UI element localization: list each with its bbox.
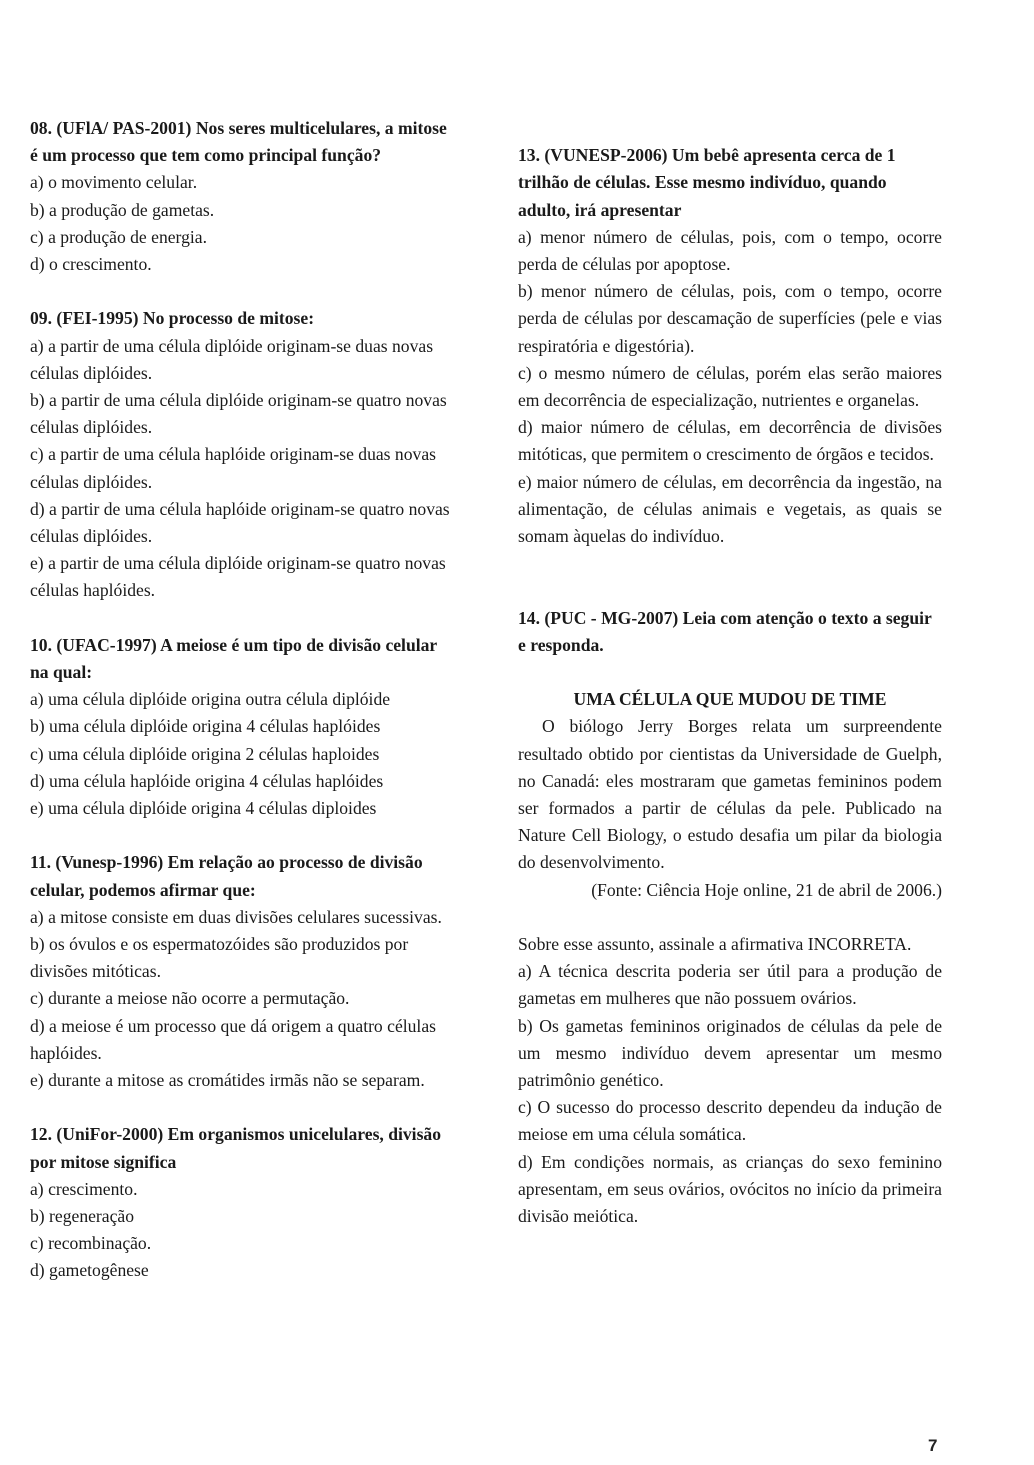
spacer [518, 577, 942, 604]
question-12 [30, 1121, 454, 1284]
question-08 [30, 115, 454, 278]
spacer [518, 115, 942, 142]
right-column [518, 115, 942, 1230]
question-title: 14. (PUC - MG-2007) Leia com atenção o texto a seguir e responda. [518, 607, 932, 655]
option-c: c) a partir de uma célula haplóide originam-se duas novas células diplóides. [30, 444, 436, 492]
option-d: d) uma célula haplóide origina 4 células haplóides [30, 770, 384, 791]
page-number: 7 [928, 1436, 938, 1455]
option-d: d) maior número de células, em decorrência de divisões mitóticas, que permitem o crescimento de órgãos e tecidos. [518, 417, 942, 465]
spacer [518, 550, 942, 577]
option-c: c) uma célula diplóide origina 2 células haploides [30, 743, 380, 764]
spacer [30, 278, 454, 305]
option-e: e) a partir de uma célula diplóide originam-se quatro novas células haplóides. [30, 553, 446, 601]
option-b: b) Os gametas femininos originados de células da pele de um mesmo indivíduo devem apresentar um mesmo patrimônio genético. [518, 1015, 942, 1091]
option-c: c) o mesmo número de células, porém elas serão maiores em decorrência de especialização, nutrientes e organelas. [518, 362, 942, 411]
option-a: a) uma célula diplóide origina outra célula diplóide [30, 689, 391, 710]
option-a: a) A técnica descrita poderia ser útil para a produção de gametas em mulheres que não possuem ovários. [518, 961, 942, 1009]
question-prompt: Sobre esse assunto, assinale a afirmativa INCORRETA. [518, 934, 912, 955]
question-title: 13. (VUNESP-2006) Um bebê apresenta cerca de 1 trilhão de células. Esse mesmo indivíduo, quando adulto, irá apresentar [518, 145, 896, 220]
option-a: a) crescimento. [30, 1178, 138, 1199]
question-title: 08. (UFlA/ PAS-2001) Nos seres multicelulares, a mitose é um processo que tem como principal função? [30, 118, 447, 166]
text-source: (Fonte: Ciência Hoje online, 21 de abril de 2006.) [591, 879, 942, 900]
option-e: e) maior número de células, em decorrência da ingestão, na alimentação, de células animais e vegetais, as quais se somam àquelas do indivíduo. [518, 471, 942, 547]
option-c: c) O sucesso do processo descrito dependeu da indução de meiose em uma célula somática. [518, 1097, 942, 1145]
question-title: 11. (Vunesp-1996) Em relação ao processo de divisão celular, podemos afirmar que: [30, 852, 423, 900]
option-d: d) gametogênese [30, 1260, 149, 1281]
question-10 [30, 632, 454, 822]
option-a: a) o movimento celular. [30, 172, 198, 193]
spacer [30, 822, 454, 849]
spacer [518, 904, 942, 931]
text-body: O biólogo Jerry Borges relata um surpreendente resultado obtido por cientistas da Universidade de Guelph, no Canadá: eles mostraram que gametas femininos podem ser formados a partir de células da pele. Publicado na Nature Cell Biology, o estudo desafia um pilar da biologia do desenvolvimento. [518, 716, 942, 873]
option-c: c) durante a meiose não ocorre a permutação. [30, 988, 350, 1009]
option-b: b) menor número de células, pois, com o tempo, ocorre perda de células por descamação de superfícies (pele e vias respiratória e digestória). [518, 281, 942, 356]
option-b: b) os óvulos e os espermatozóides são produzidos por divisões mitóticas. [30, 934, 409, 982]
option-a: a) a partir de uma célula diplóide originam-se duas novas células diplóides. [30, 335, 434, 383]
question-title: 09. (FEI-1995) No processo de mitose: [30, 308, 315, 329]
text-title: UMA CÉLULA QUE MUDOU DE TIME [573, 689, 887, 710]
option-d: d) a meiose é um processo que dá origem a quatro células haplóides. [30, 1015, 436, 1063]
question-11 [30, 849, 454, 1094]
option-a: a) menor número de células, pois, com o tempo, ocorre perda de células por apoptose. [518, 226, 942, 274]
option-d: d) a partir de uma célula haplóide originam-se quatro novas células diplóides. [30, 498, 450, 547]
option-d: d) Em condições normais, as crianças do sexo feminino apresentam, em seus ovários, ovócitos no início da primeira divisão meiótica. [518, 1151, 942, 1227]
option-d: d) o crescimento. [30, 254, 152, 275]
spacer [30, 1094, 454, 1121]
spacer [30, 605, 454, 632]
option-e: e) uma célula diplóide origina 4 células diploides [30, 798, 377, 819]
option-b: b) regeneração [30, 1206, 135, 1227]
question-09 [30, 305, 454, 604]
option-b: b) a partir de uma célula diplóide originam-se quatro novas células diplóides. [30, 390, 447, 438]
question-14 [518, 605, 942, 1231]
option-b: b) a produção de gametas. [30, 199, 215, 220]
option-c: c) a produção de energia. [30, 226, 207, 247]
option-a: a) a mitose consiste em duas divisões celulares sucessivas. [30, 906, 442, 927]
left-column [30, 115, 454, 1285]
option-b: b) uma célula diplóide origina 4 células haplóides [30, 716, 381, 737]
option-c: c) recombinação. [30, 1233, 152, 1254]
option-e: e) durante a mitose as cromátides irmãs não se separam. [30, 1070, 425, 1091]
spacer [518, 659, 942, 686]
question-13 [518, 142, 942, 550]
question-title: 10. (UFAC-1997) A meiose é um tipo de divisão celular na qual: [30, 634, 437, 683]
question-title: 12. (UniFor-2000) Em organismos unicelulares, divisão por mitose significa [30, 1124, 442, 1172]
